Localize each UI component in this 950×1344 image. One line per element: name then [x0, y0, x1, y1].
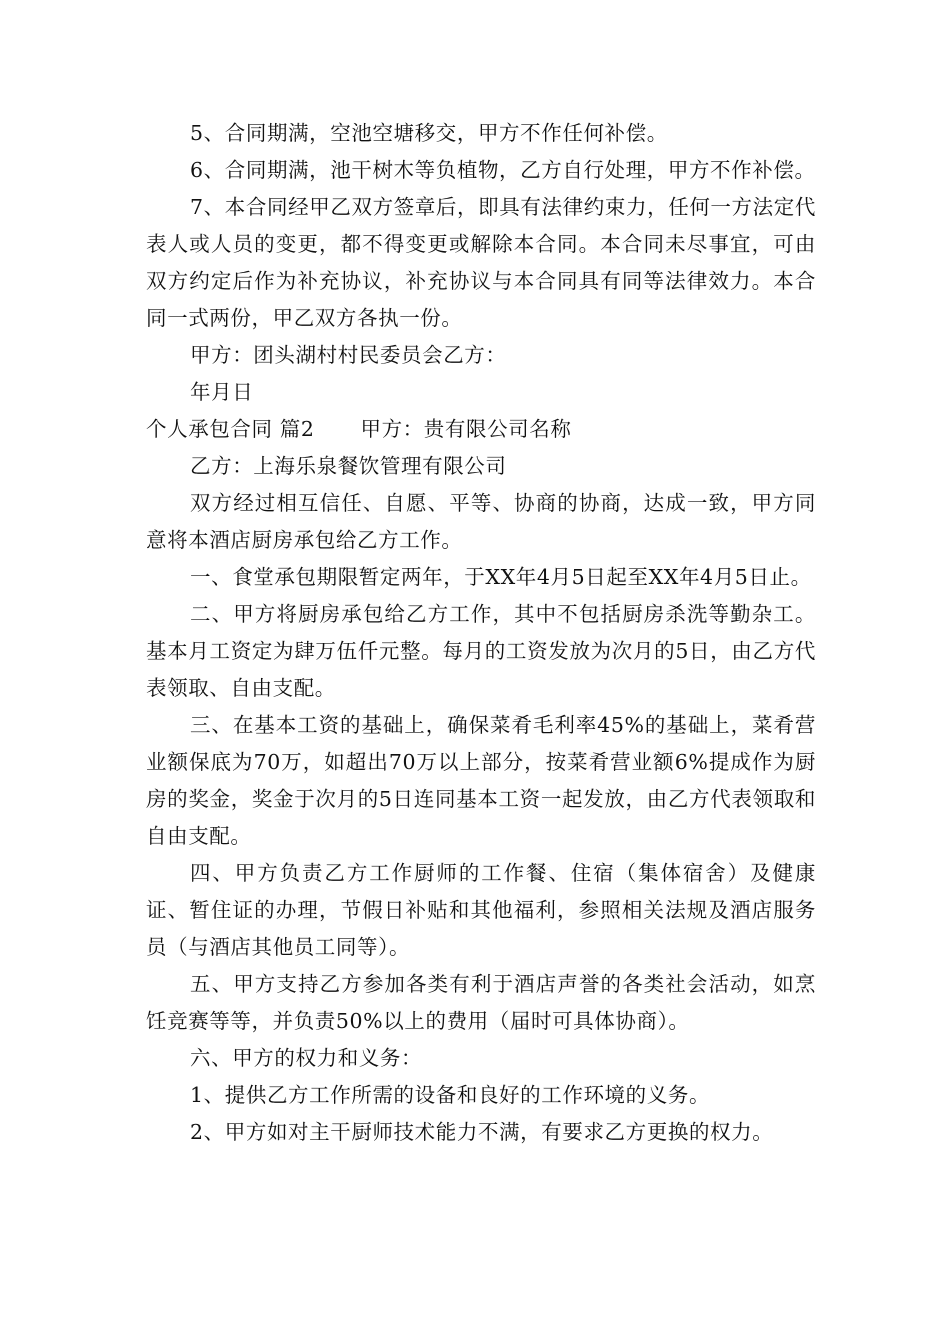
signature-date: 年月日 [190, 380, 254, 404]
clause-6: 6、合同期满，池干树木等负植物，乙方自行处理，甲方不作补偿。 [190, 158, 816, 182]
party-b-line: 乙方：上海乐泉餐饮管理有限公司 [190, 454, 507, 478]
document-page [146, 115, 816, 1151]
article-4: 四、甲方负责乙方工作厨师的工作餐、住宿（集体宿舍）及健康证、暂住证的办理，节假日补贴和其他福利，参照相关法规及酒店服务员（与酒店其他员工同等）。 [146, 861, 816, 959]
article-3: 三、在基本工资的基础上，确保菜肴毛利率45%的基础上，菜肴营业额保底为70万，如超出70万以上部分，按菜肴营业额6%提成作为厨房的奖金，奖金于次月的5日连同基本工资一起发放，由乙方代表领取和自由支配。 [146, 713, 816, 848]
signature-parties: 甲方：团头湖村村民委员会乙方： [190, 343, 507, 367]
article-6-item-2: 2、甲方如对主干厨师技术能力不满，有要求乙方更换的权力。 [190, 1120, 774, 1144]
clause-5: 5、合同期满，空池空塘移交，甲方不作任何补偿。 [190, 121, 668, 145]
article-2: 二、甲方将厨房承包给乙方工作，其中不包括厨房杀洗等勤杂工。基本月工资定为肆万伍仟元整。每月的工资发放为次月的5日，由乙方代表领取、自由支配。 [146, 602, 816, 700]
clause-7: 7、本合同经甲乙双方签章后，即具有法律约束力，任何一方法定代表人或人员的变更，都不得变更或解除本合同。本合同未尽事宜，可由双方约定后作为补充协议，补充协议与本合同具有同等法律效力。本合同一式两份，甲乙双方各执一份。 [146, 195, 816, 330]
article-5: 五、甲方支持乙方参加各类有利于酒店声誉的各类社会活动，如烹饪竞赛等等，并负责50%以上的费用（届时可具体协商）。 [146, 972, 816, 1033]
party-a-line: 甲方：贵有限公司名称 [360, 417, 572, 441]
section-title: 个人承包合同 篇2 [146, 417, 315, 441]
article-6-heading: 六、甲方的权力和义务： [190, 1046, 423, 1070]
preamble: 双方经过相互信任、自愿、平等、协商的协商，达成一致，甲方同意将本酒店厨房承包给乙方工作。 [146, 491, 816, 552]
section-title-line [146, 411, 816, 448]
article-6-item-1: 1、提供乙方工作所需的设备和良好的工作环境的义务。 [190, 1083, 711, 1107]
article-1: 一、食堂承包期限暂定两年，于XX年4月5日起至XX年4月5日止。 [190, 565, 812, 589]
